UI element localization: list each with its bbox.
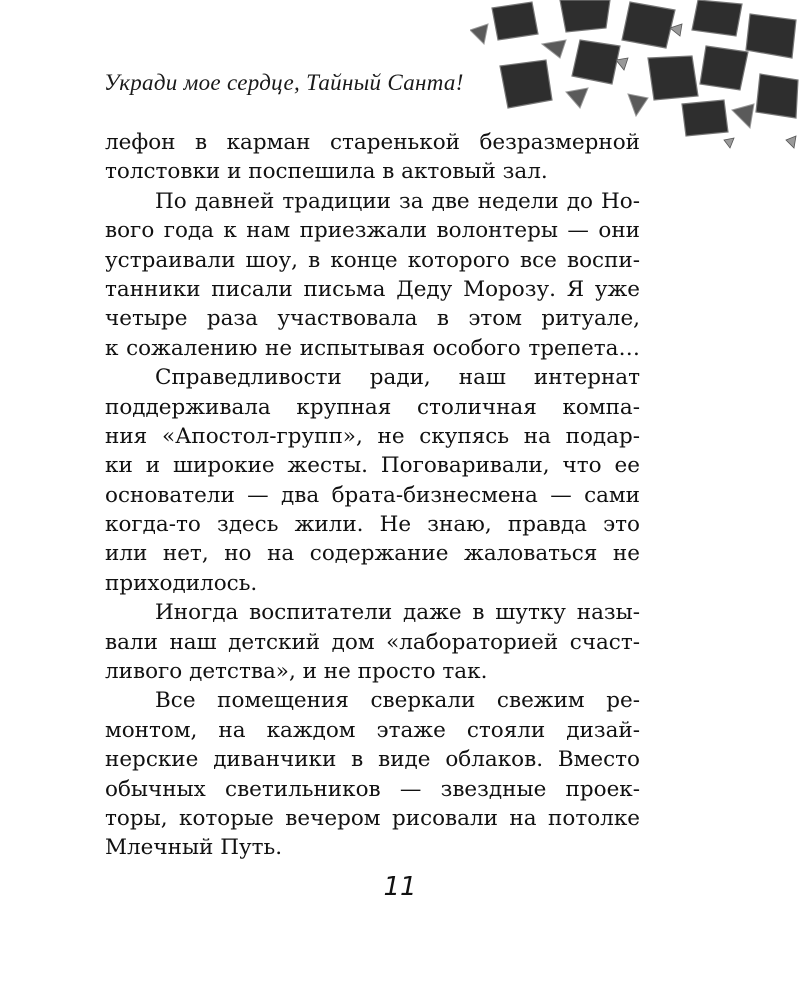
text-line: или нет, но на содержание жаловаться не [105, 541, 640, 567]
chocolate-piece [500, 60, 552, 108]
chocolate-shard [566, 88, 588, 108]
text-line: лефон в карман старенькой безразмерной [105, 130, 640, 155]
chocolate-shard [470, 24, 488, 44]
chocolate-piece [692, 0, 742, 36]
chocolate-piece [572, 40, 620, 84]
text-line: монтом, на каждом этаже стояли дизай- [105, 717, 640, 743]
chocolate-piece [622, 2, 675, 48]
text-line: вого года к нам приезжали волонтеры — они [105, 218, 640, 244]
chocolate-crumb [786, 136, 796, 148]
chocolate-shard [542, 40, 566, 58]
text-line: Иногда воспитатели даже в шутку назы- [155, 600, 640, 626]
chocolate-piece [700, 46, 748, 90]
text-line: ния «Апостол-групп», не скупясь на подар- [105, 423, 640, 449]
running-header: Укради мое сердце, Тайный Санта! [104, 70, 464, 95]
text-line: Млечный Путь. [105, 835, 283, 861]
page-number: 11 [383, 872, 417, 902]
chocolate-shard [732, 104, 754, 128]
chocolate-piece [492, 2, 538, 40]
chocolate-piece [648, 56, 698, 100]
chocolate-piece [682, 100, 728, 136]
text-line: устраивали шоу, в конце которого все воспи- [105, 247, 640, 273]
chocolate-piece [560, 0, 610, 32]
body-text [105, 128, 640, 863]
chocolate-piece [746, 14, 796, 58]
text-line: ки и широкие жесты. Поговаривали, что ее [105, 453, 640, 479]
text-line: нерские диванчики в виде облаков. Вместо [105, 747, 640, 773]
text-line: поддерживала крупная столичная компа- [105, 394, 640, 420]
text-line: к сожалению не испытывая особого трепета… [105, 335, 640, 361]
text-line: Все помещения сверкали свежим ре- [155, 688, 640, 714]
chocolate-crumb [724, 138, 734, 148]
text-line: когда-то здесь жили. Не знаю, правда это [105, 512, 640, 538]
text-line: толстовки и поспешила в актовый зал. [105, 159, 548, 185]
text-line: вали наш детский дом «лабораторией счаст- [105, 629, 640, 655]
chocolate-piece [756, 74, 798, 118]
text-line: Справедливости ради, наш интернат [155, 365, 640, 391]
chocolate-shard [628, 94, 648, 116]
text-line: приходилось. [105, 570, 258, 596]
text-line: По давней традиции за две недели до Но- [155, 188, 640, 214]
text-line: ливого детства», и не просто так. [105, 659, 488, 685]
chocolate-crumb [616, 58, 628, 70]
text-line: четыре раза участвовала в этом ритуале, [105, 306, 640, 332]
text-line: танники писали письма Деду Морозу. Я уже [105, 276, 640, 302]
text-line: основатели — два брата-бизнесмена — сами [105, 482, 640, 508]
text-line: обычных светильников — звездные проек- [105, 776, 640, 802]
text-line: торы, которые вечером рисовали на потолке [105, 805, 640, 831]
